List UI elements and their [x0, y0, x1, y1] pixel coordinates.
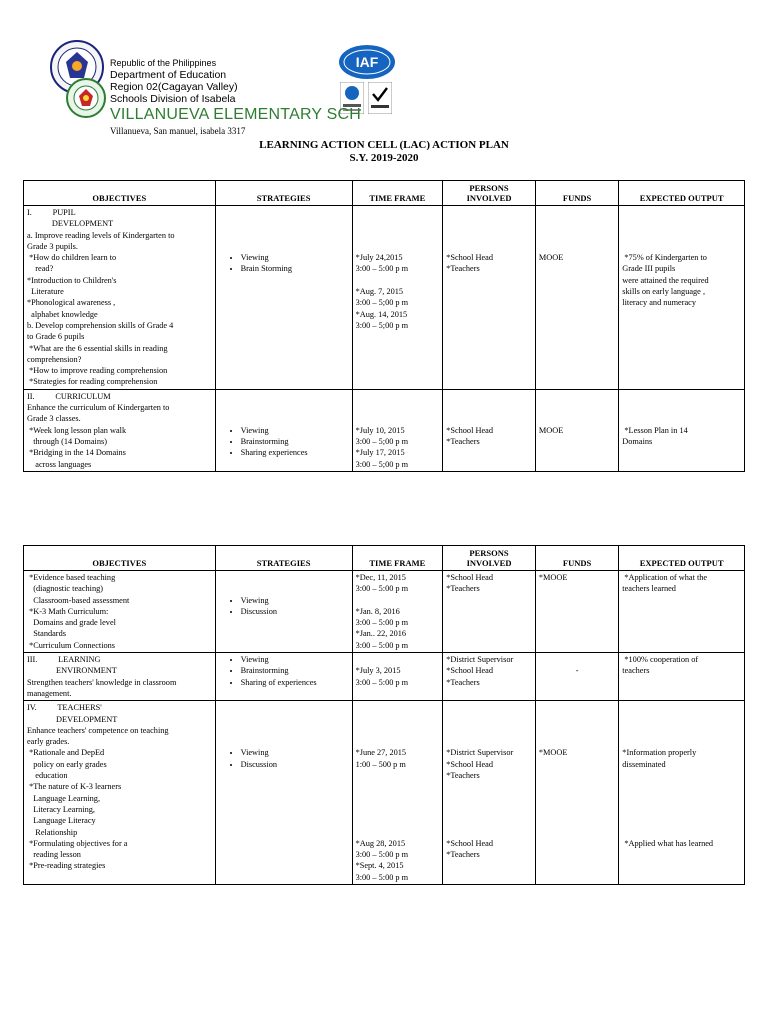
- objectives-cell-line: *Strategies for reading comprehension: [27, 377, 158, 387]
- persons-cell-line: [446, 714, 532, 725]
- funds-cell: [535, 653, 618, 701]
- table-row: [24, 206, 745, 390]
- timeframe-cell-line: [356, 714, 440, 725]
- output-cell-line: [622, 725, 741, 736]
- objectives-cell-line: *What are the 6 essential skills in reading: [27, 343, 168, 353]
- funds-cell: [535, 701, 618, 885]
- funds-cell: [535, 206, 618, 390]
- objectives-cell-line: ENVIRONMENT: [27, 666, 117, 676]
- objectives-cell-line: (diagnostic teaching): [27, 584, 104, 594]
- school-year: S.Y. 2019-2020: [349, 152, 419, 164]
- timeframe-cell: [352, 206, 443, 390]
- strategy-item: • Viewing: [241, 747, 349, 758]
- output-cell-line: [622, 804, 741, 815]
- timeframe-cell-line: [356, 702, 440, 713]
- timeframe-cell-line: *July 24,2015: [355, 253, 403, 263]
- objectives-cell-line: alphabet knowledge: [27, 309, 98, 319]
- output-cell: [619, 206, 745, 390]
- persons-cell-line: [446, 827, 532, 838]
- timeframe-cell-line: *July 3, 2015: [355, 666, 401, 676]
- timeframe-cell-line: *July 17, 2015: [355, 448, 405, 458]
- school-address: Villanueva, San manuel, isabela 3317: [110, 126, 246, 136]
- col-strategies: STRATEGIES: [215, 181, 352, 206]
- objectives-cell-line: IV. TEACHERS': [27, 703, 102, 713]
- timeframe-cell-line: 3:00 – 5:00 p m: [355, 677, 409, 687]
- col-funds: FUNDS: [535, 546, 618, 571]
- letterhead: [110, 57, 361, 137]
- strategy-item: • Discussion: [241, 606, 349, 617]
- timeframe-cell-line: [356, 804, 440, 815]
- strategies-cell: [215, 571, 352, 653]
- persons-cell-line: [446, 725, 532, 736]
- objectives-cell-line: through (14 Domains): [27, 436, 107, 446]
- school-name: VILLANUEVA ELEMENTARY SCH: [110, 106, 362, 123]
- republic-text: Republic of the Philippines: [110, 58, 217, 68]
- strategy-item: • Brainstorming: [241, 436, 349, 447]
- persons-cell-line: *School Head: [446, 759, 493, 769]
- persons-cell-line: *Teachers: [446, 850, 480, 860]
- timeframe-cell-line: 3:00 – 5:00 p m: [355, 618, 409, 628]
- timeframe-cell-line: *Sept. 4, 2015: [355, 861, 404, 871]
- strategies-cell: [215, 701, 352, 885]
- col-strategies: STRATEGIES: [215, 546, 352, 571]
- persons-cell-line: *School Head: [446, 838, 493, 848]
- strategies-cell: [215, 653, 352, 701]
- objectives-cell-line: reading lesson: [27, 850, 81, 860]
- objectives-cell-line: Literacy Learning,: [27, 804, 95, 814]
- timeframe-cell-line: 3:00 – 5:00 p m: [355, 850, 409, 860]
- output-cell-line: *Lesson Plan in 14: [622, 425, 688, 435]
- col-persons-involved: PERSONS INVOLVED: [443, 546, 536, 571]
- timeframe-cell-line: 3:00 – 5:00 p m: [355, 264, 409, 274]
- objectives-cell-line: policy on early grades: [27, 759, 107, 769]
- objectives-cell-line: *Rationale and DepEd: [27, 748, 105, 758]
- col-expected-output: EXPECTED OUTPUT: [619, 181, 745, 206]
- persons-cell-line: [446, 815, 532, 826]
- timeframe-cell-line: 1:00 – 500 p m: [355, 759, 406, 769]
- funds-cell-line: [539, 702, 615, 713]
- persons-cell-line: *School Head: [446, 666, 493, 676]
- iaf-logo-text: IAF: [355, 54, 379, 70]
- output-cell-line: *Applied what has learned: [622, 838, 714, 848]
- objectives-cell: [24, 389, 216, 471]
- persons-cell: [443, 653, 536, 701]
- timeframe-cell-line: *Aug 28, 2015: [355, 838, 406, 848]
- funds-cell-line: MOOE: [538, 253, 564, 263]
- output-cell: [619, 653, 745, 701]
- table-row: [24, 389, 745, 471]
- objectives-cell-line: across languages: [27, 459, 92, 469]
- persons-cell-line: *Teachers: [446, 264, 480, 274]
- strategy-item: • Brain Storming: [241, 263, 349, 274]
- objectives-cell-line: Domains and grade level: [27, 618, 116, 628]
- objectives-cell-line: Strengthen teachers' knowledge in classroom: [27, 677, 177, 687]
- output-cell-line: *100% cooperation of: [622, 655, 699, 665]
- timeframe-cell-line: 3:00 – 5:00 p m: [355, 640, 409, 650]
- region-text: Region 02(Cagayan Valley): [110, 81, 238, 93]
- output-cell-line: [622, 815, 741, 826]
- objectives-cell-line: Language Literacy: [27, 816, 96, 826]
- objectives-cell-line: *Bridging in the 14 Domains: [27, 448, 126, 458]
- objectives-cell-line: Enhance teachers' competence on teaching: [27, 725, 169, 735]
- strategies-list: [219, 425, 349, 459]
- col-time-frame: TIME FRAME: [352, 181, 443, 206]
- objectives-cell-line: education: [27, 771, 68, 781]
- objectives-cell-line: Language Learning,: [27, 793, 101, 803]
- persons-cell-line: *School Head: [446, 573, 493, 582]
- persons-cell-line: *Teachers: [446, 677, 480, 687]
- col-funds: FUNDS: [535, 181, 618, 206]
- objectives-cell-line: Grade 3 classes.: [27, 414, 81, 424]
- objectives-cell-line: comprehension?: [27, 354, 82, 364]
- objectives-cell-line: *K-3 Math Curriculum:: [27, 606, 109, 616]
- strategies-cell: [215, 389, 352, 471]
- objectives-cell-line: early grades.: [27, 737, 70, 747]
- strategy-item: • Viewing: [241, 252, 349, 263]
- persons-cell: [443, 389, 536, 471]
- output-cell-line: [622, 702, 741, 713]
- output-cell: [619, 571, 745, 653]
- timeframe-cell-line: *Aug. 7, 2015: [355, 287, 404, 297]
- col-time-frame: TIME FRAME: [352, 546, 443, 571]
- objectives-cell-line: Enhance the curriculum of Kindergarten to: [27, 403, 170, 413]
- persons-cell-line: [446, 781, 532, 792]
- persons-cell-line: *District Supervisor: [446, 748, 514, 758]
- persons-cell-line: [446, 804, 532, 815]
- objectives-cell-line: Grade 3 pupils.: [27, 241, 78, 251]
- timeframe-cell: [352, 653, 443, 701]
- timeframe-cell: [352, 571, 443, 653]
- funds-cell: [535, 571, 618, 653]
- timeframe-cell-line: [356, 770, 440, 781]
- output-cell-line: skills on early language ,: [622, 287, 706, 297]
- school-seal-logo: [66, 78, 106, 118]
- timeframe-cell-line: [356, 595, 440, 606]
- timeframe-cell-line: *Aug. 14, 2015: [355, 309, 408, 319]
- strategies-list: [219, 595, 349, 618]
- timeframe-cell-line: [356, 275, 440, 286]
- timeframe-cell-line: [356, 736, 440, 747]
- strategy-item: • Viewing: [241, 425, 349, 436]
- strategies-list: [219, 252, 349, 275]
- persons-cell-line: [446, 702, 532, 713]
- col-objectives: OBJECTIVES: [24, 546, 216, 571]
- funds-cell-line: [539, 714, 615, 725]
- table-row: [24, 701, 745, 885]
- objectives-cell: [24, 653, 216, 701]
- objectives-cell-line: *Formulating objectives for a: [27, 838, 128, 848]
- timeframe-cell-line: [356, 827, 440, 838]
- objectives-cell-line: management.: [27, 688, 72, 698]
- funds-cell: [535, 389, 618, 471]
- strategy-item: • Brainstorming: [241, 665, 349, 676]
- objectives-cell-line: *Week long lesson plan walk: [27, 425, 127, 435]
- strategies-list: [219, 654, 349, 688]
- output-cell: [619, 701, 745, 885]
- objectives-cell-line: *The nature of K-3 learners: [27, 782, 122, 792]
- output-cell-line: [622, 781, 741, 792]
- division-text: Schools Division of Isabela: [110, 93, 236, 105]
- timeframe-cell-line: [356, 725, 440, 736]
- strategy-item: • Discussion: [241, 759, 349, 770]
- objectives-cell-line: a. Improve reading levels of Kindergarten to: [27, 230, 175, 240]
- strategy-item: • Sharing of experiences: [241, 677, 349, 688]
- objectives-cell: [24, 701, 216, 885]
- output-cell-line: *Information properly: [622, 748, 697, 758]
- table-row: [24, 653, 745, 701]
- objectives-cell-line: read?: [27, 264, 54, 274]
- col-persons-involved: PERSONS INVOLVED: [443, 181, 536, 206]
- action-plan-table-1: [23, 180, 745, 472]
- funds-cell-line: [539, 654, 615, 665]
- objectives-cell-line: DEVELOPMENT: [27, 219, 114, 229]
- output-cell-line: were attained the required: [622, 275, 709, 285]
- timeframe-cell-line: 3:00 – 5:00 p m: [355, 872, 409, 882]
- objectives-cell-line: *Pre-reading strategies: [27, 861, 106, 871]
- persons-cell-line: *School Head: [446, 425, 493, 435]
- objectives-cell-line: *Evidence based teaching: [27, 573, 116, 582]
- timeframe-cell-line: [356, 793, 440, 804]
- persons-cell-line: *School Head: [446, 253, 493, 263]
- persons-cell: [443, 701, 536, 885]
- output-cell-line: Domains: [622, 436, 653, 446]
- funds-cell-line: [539, 725, 615, 736]
- col-objectives: OBJECTIVES: [24, 181, 216, 206]
- output-cell-line: disseminated: [622, 759, 666, 769]
- timeframe-cell-line: 3:00 – 5;00 p m: [355, 320, 409, 330]
- objectives-cell: [24, 206, 216, 390]
- funds-cell-line: [539, 736, 615, 747]
- objectives-cell-line: Relationship: [27, 827, 78, 837]
- timeframe-cell-line: 3:00 – 5;00 p m: [355, 459, 409, 469]
- persons-cell-line: *Teachers: [446, 584, 480, 594]
- output-cell-line: *Application of what the: [622, 573, 708, 582]
- persons-cell-line: [446, 736, 532, 747]
- persons-cell: [443, 206, 536, 390]
- strategy-item: • Viewing: [241, 595, 349, 606]
- objectives-cell-line: *How do children learn to: [27, 253, 117, 263]
- action-plan-table-2: [23, 545, 745, 885]
- timeframe-cell-line: 3:00 – 5:00 p m: [355, 584, 409, 594]
- persons-cell-line: *Teachers: [446, 436, 480, 446]
- objectives-cell-line: *Curriculum Connections: [27, 640, 116, 650]
- objectives-cell-line: DEVELOPMENT: [27, 714, 118, 724]
- timeframe-cell-line: 3:00 – 5;00 p m: [355, 298, 409, 308]
- timeframe-cell-line: 3:00 – 5;00 p m: [355, 436, 409, 446]
- funds-cell-line: *MOOE: [538, 573, 568, 582]
- funds-cell-line: MOOE: [538, 425, 564, 435]
- output-cell-line: teachers learned: [622, 584, 676, 594]
- persons-cell-line: [446, 793, 532, 804]
- table-header-row: [24, 546, 745, 571]
- output-cell-line: literacy and numeracy: [622, 298, 697, 308]
- strategies-cell: [215, 206, 352, 390]
- department-text: Department of Education: [110, 69, 227, 81]
- output-cell: [619, 389, 745, 471]
- output-cell-line: Grade III pupils: [622, 264, 676, 274]
- output-cell-line: [622, 714, 741, 725]
- timeframe-cell-line: *Jan.. 22, 2016: [355, 629, 407, 639]
- objectives-cell-line: b. Develop comprehension skills of Grade 4: [27, 320, 174, 330]
- output-cell-line: teachers: [622, 666, 650, 676]
- output-cell-line: *75% of Kindergarten to: [622, 253, 707, 263]
- output-cell-line: [622, 793, 741, 804]
- persons-cell: [443, 571, 536, 653]
- timeframe-cell-line: *Dec, 11, 2015: [355, 573, 406, 582]
- timeframe-cell-line: *June 27, 2015: [355, 748, 407, 758]
- output-cell-line: [622, 827, 741, 838]
- objectives-cell-line: III. LEARNING: [27, 655, 101, 665]
- objectives-cell-line: Standards: [27, 629, 66, 639]
- objectives-cell-line: Literature: [27, 287, 64, 297]
- objectives-cell-line: to Grade 6 pupils: [27, 332, 85, 342]
- funds-cell-line: -: [575, 666, 579, 676]
- document-title: LEARNING ACTION CELL (LAC) ACTION PLAN: [259, 139, 509, 151]
- funds-cell-line: *MOOE: [538, 748, 568, 758]
- output-cell-line: [622, 736, 741, 747]
- output-cell-line: [622, 770, 741, 781]
- objectives-cell-line: *Phonological awareness ,: [27, 298, 116, 308]
- objectives-cell-line: II. CURRICULUM: [27, 391, 111, 401]
- timeframe-cell: [352, 701, 443, 885]
- persons-cell-line: *Teachers: [446, 771, 480, 781]
- timeframe-cell: [352, 389, 443, 471]
- objectives-cell-line: *Introduction to Children's: [27, 275, 117, 285]
- timeframe-cell-line: [356, 654, 440, 665]
- timeframe-cell-line: *Jan. 8, 2016: [355, 606, 400, 616]
- ukas-badge-icon: [368, 82, 392, 114]
- strategy-item: • Viewing: [241, 654, 349, 665]
- table-header-row: [24, 181, 745, 206]
- strategy-item: • Sharing experiences: [241, 447, 349, 458]
- table-row: [24, 571, 745, 653]
- strategies-list: [219, 747, 349, 770]
- timeframe-cell-line: [356, 815, 440, 826]
- objectives-cell: [24, 571, 216, 653]
- objectives-cell-line: I. PUPIL: [27, 208, 76, 217]
- timeframe-cell-line: [356, 781, 440, 792]
- col-expected-output: EXPECTED OUTPUT: [619, 546, 745, 571]
- timeframe-cell-line: *July 10, 2015: [355, 425, 405, 435]
- persons-cell-line: *District Supervisor: [446, 655, 514, 665]
- objectives-cell-line: Classroom-based assessment: [27, 595, 130, 605]
- objectives-cell-line: *How to improve reading comprehension: [27, 366, 168, 376]
